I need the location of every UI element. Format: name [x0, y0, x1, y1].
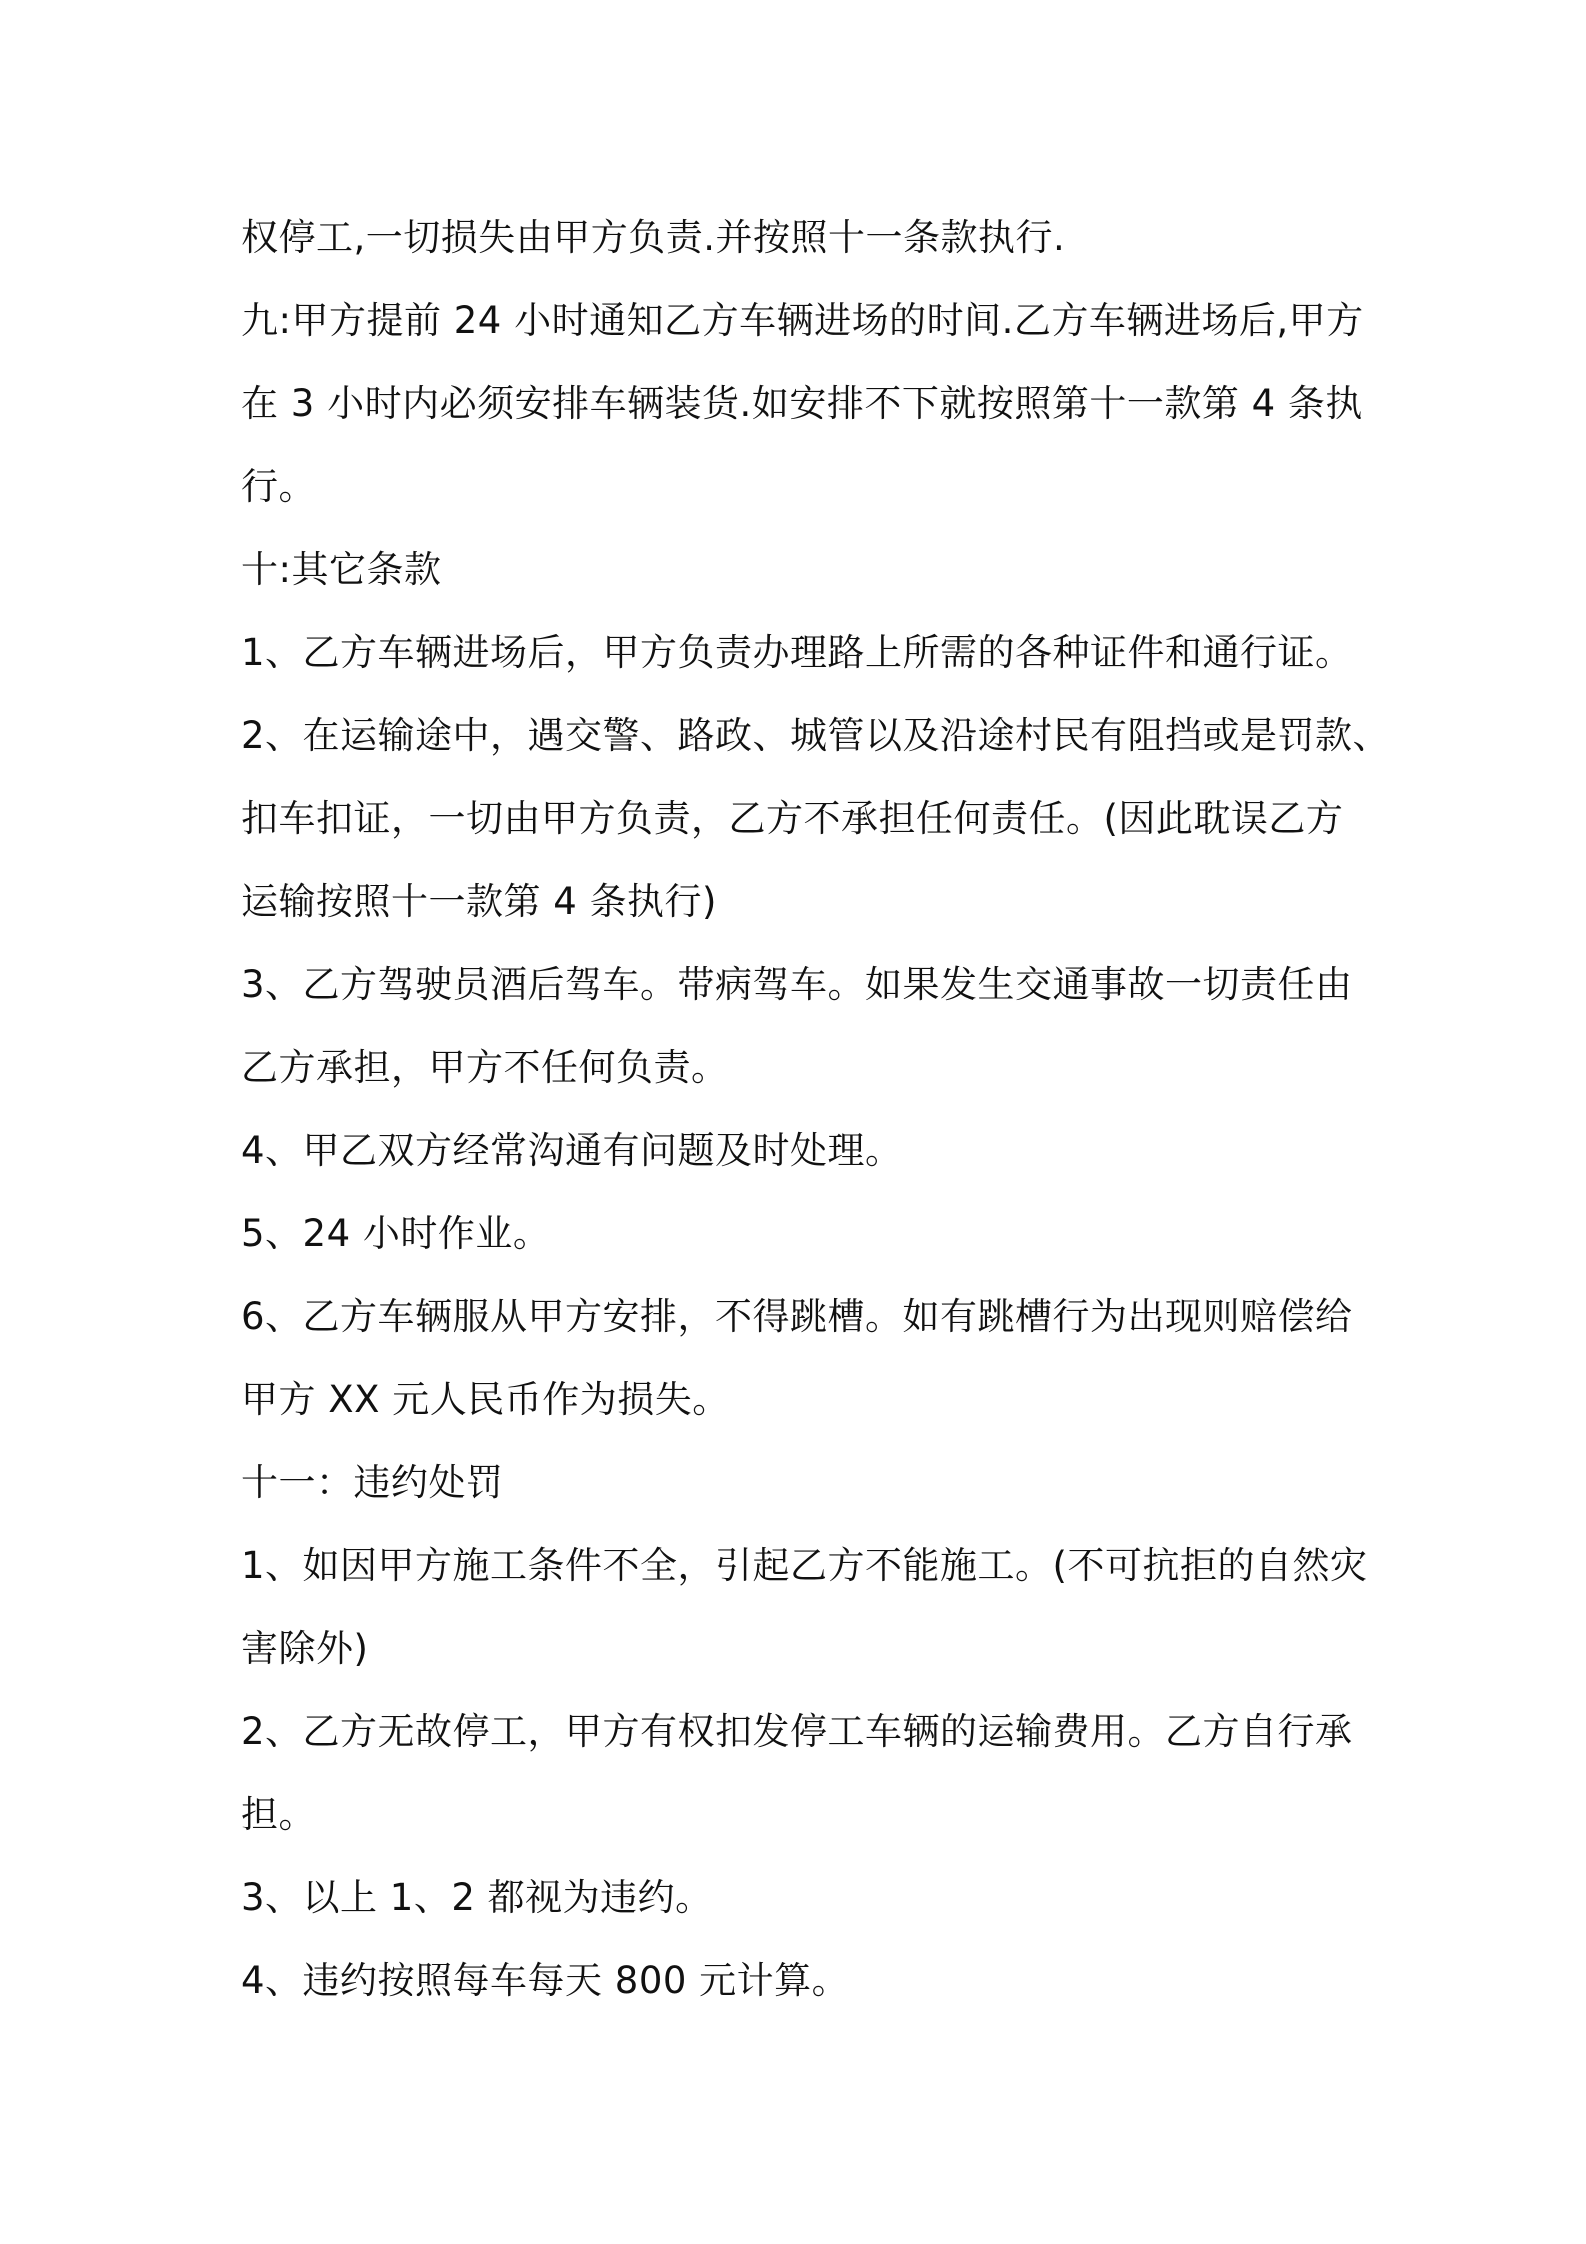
clause-9-line-1: 九:甲方提前 24 小时通知乙方车辆进场的时间.乙方车辆进场后,甲方	[241, 299, 1364, 342]
clause-10-item-1: 1、乙方车辆进场后，甲方负责办理路上所需的各种证件和通行证。	[241, 631, 1353, 674]
clause-10-item-2-line-2: 扣车扣证，一切由甲方负责，乙方不承担任何责任。(因此耽误乙方	[241, 797, 1344, 840]
clause-10-item-2-line-3: 运输按照十一款第 4 条执行)	[241, 880, 717, 923]
clause-11-heading: 十一：违约处罚	[241, 1461, 504, 1504]
clause-10-item-3-line-2: 乙方承担，甲方不任何负责。	[241, 1046, 729, 1089]
clause-11-item-2-line-1: 2、乙方无故停工，甲方有权扣发停工车辆的运输费用。乙方自行承	[241, 1710, 1353, 1753]
clause-9-line-3: 行。	[241, 465, 316, 508]
clause-10-item-2-line-1: 2、在运输途中，遇交警、路政、城管以及沿途村民有阻挡或是罚款、	[241, 714, 1391, 757]
clause-10-item-5: 5、24 小时作业。	[241, 1212, 551, 1255]
clause-11-item-1-line-2: 害除外)	[241, 1627, 369, 1670]
clause-10-item-6-line-1: 6、乙方车辆服从甲方安排，不得跳槽。如有跳槽行为出现则赔偿给	[241, 1295, 1353, 1338]
clause-11-item-2-line-2: 担。	[241, 1793, 316, 1836]
clause-10-item-6-line-2: 甲方 XX 元人民币作为损失。	[241, 1378, 730, 1421]
clause-10-heading: 十:其它条款	[241, 548, 442, 591]
text-line: 权停工,一切损失由甲方负责.并按照十一条款执行.	[241, 216, 1066, 259]
clause-11-item-1-line-1: 1、如因甲方施工条件不全，引起乙方不能施工。(不可抗拒的自然灾	[241, 1544, 1368, 1587]
clause-9-line-2: 在 3 小时内必须安排车辆装货.如安排不下就按照第十一款第 4 条执	[241, 382, 1363, 425]
clause-11-item-4: 4、违约按照每车每天 800 元计算。	[241, 1959, 850, 2002]
clause-10-item-4: 4、甲乙双方经常沟通有问题及时处理。	[241, 1129, 903, 1172]
clause-11-item-3: 3、以上 1、2 都视为违约。	[241, 1876, 713, 1919]
clause-10-item-3-line-1: 3、乙方驾驶员酒后驾车。带病驾车。如果发生交通事故一切责任由	[241, 963, 1353, 1006]
contract-text-body	[241, 196, 1391, 2022]
